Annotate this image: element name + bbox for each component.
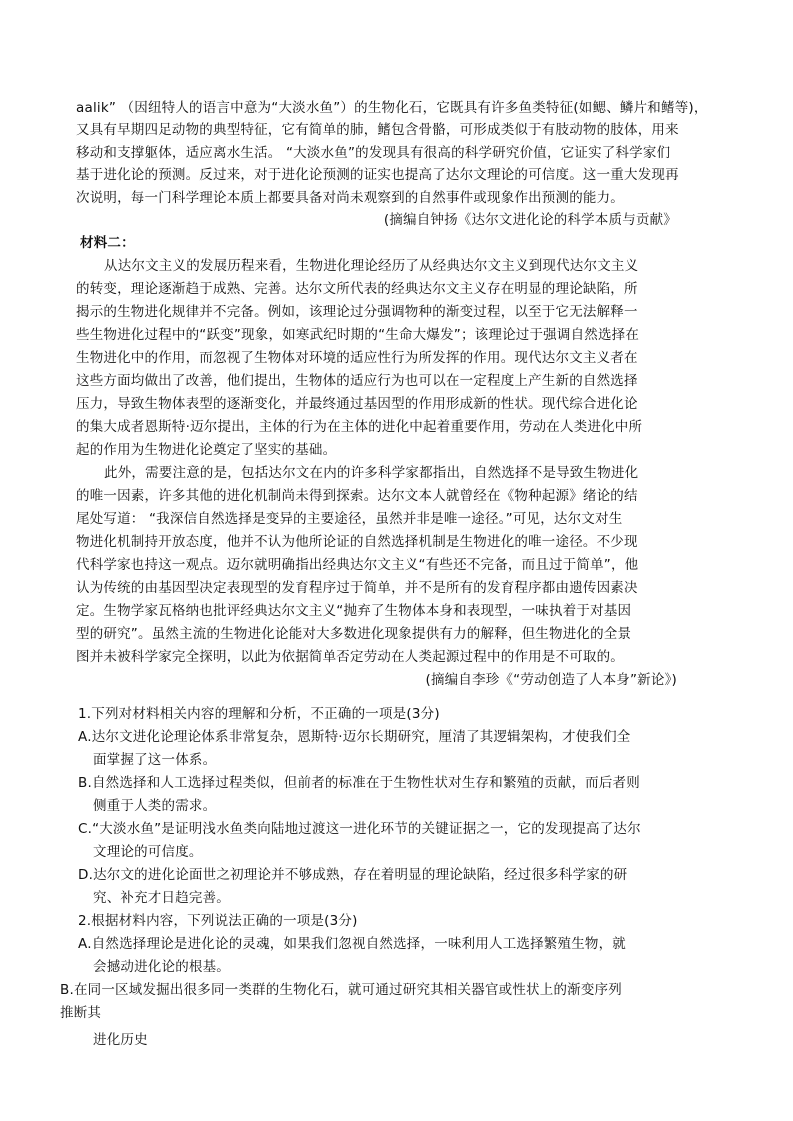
- material2-p2-line-5: 代科学家也持这一观点。迈尔就明确指出经典达尔文主义“有些还不完备，而且过于简单”，他: [76, 557, 639, 573]
- material2-p2-line-2: 的唯一因素，许多其他的进化机制尚未得到探索。达尔文本人就曾经在《物种起源》绪论的结: [76, 488, 638, 504]
- material2-p2-line-7: 定。生物学家瓦格纳也批评经典达尔文主义“抛弃了生物体本身和表现型，一味执着于对基因: [76, 603, 632, 619]
- q2-option-b-line-3: 进化历史: [93, 1032, 148, 1048]
- q1-option-c-line-1: C.“大淡水鱼”是证明浅水鱼类向陆地过渡这一进化环节的关键证据之一，它的发现提高了达尔: [78, 821, 641, 837]
- q2-option-b-line-1: B.在同一区域发掘出很多同一类群的生物化石，就可通过研究其相关器官或性状上的渐变序列: [60, 982, 622, 998]
- material2-p1-line-1: 从达尔文主义的发展历程来看，生物进化理论经历了从经典达尔文主义到现代达尔文主义: [104, 258, 639, 274]
- q1-option-c-line-2: 文理论的可信度。: [93, 844, 203, 860]
- q1-option-a-line-2: 面掌握了这一体系。: [93, 752, 217, 768]
- material2-heading: 材料二：: [80, 235, 135, 251]
- q2-option-a-line-2: 会撼动进化论的根基。: [93, 959, 230, 975]
- passage1-line-3: 移动和支撑躯体，适应离水生活。 “大淡水鱼”的发现具有很高的科学研究价值，它证实了科学家们: [76, 145, 671, 161]
- q2-stem: 2.根据材料内容，下列说法正确的一项是(3分): [78, 913, 358, 929]
- material2-p1-line-9: 起的作用为生物进化论奠定了坚实的基础。: [76, 442, 337, 458]
- material2-p1-line-6: 这些方面均做出了改善，他们提出，生物体的适应行为也可以在一定程度上产生新的自然选择: [76, 373, 638, 389]
- passage1-line-4: 基于进化论的预测。反过来，对于进化论预测的证实也提高了达尔文理论的可信度。这一重大发现再: [76, 167, 679, 183]
- material2-p2-line-3: 尾处写道： “我深信自然选择是变异的主要途径，虽然并非是唯一途径。”可见，达尔文对生: [76, 511, 623, 527]
- q2-option-b-line-2: 推断其: [60, 1005, 102, 1021]
- q1-option-d-line-2: 究、补充才日趋完善。: [93, 890, 230, 906]
- material2-p1-line-5: 生物进化中的作用，而忽视了生物体对环境的适应性行为所发挥的作用。现代达尔文主义者在: [76, 350, 638, 366]
- q1-option-d-line-1: D.达尔文的进化论面世之初理论并不够成熟，存在着明显的理论缺陷，经过很多科学家的研: [78, 867, 628, 883]
- passage1-source: (摘编自钟扬《达尔文进化论的科学本质与贡献》: [383, 212, 677, 228]
- q1-option-a-line-1: A.达尔文进化论理论体系非常复杂，恩斯特·迈尔长期研究，厘清了其逻辑架构，才使我们全: [78, 729, 631, 745]
- material2-p2-line-9: 图并未被科学家完全探明，以此为依据简单否定劳动在人类起源过程中的作用是不可取的。: [76, 649, 624, 665]
- q1-option-b-line-1: B.自然选择和人工选择过程类似，但前者的标准在于生物性状对生存和繁殖的贡献，而后者则: [78, 775, 640, 791]
- material2-source: (摘编自李珍《“劳动创造了人本身”新论》): [425, 672, 677, 688]
- material2-p2-line-1: 此外，需要注意的是，包括达尔文在内的许多科学家都指出，自然选择不是导致生物进化: [104, 465, 639, 481]
- material2-p1-line-3: 揭示的生物进化规律并不完备。例如，该理论过分强调物种的渐变过程，以至于它无法解释一: [76, 304, 638, 320]
- material2-p2-line-4: 物进化机制持开放态度，他并不认为他所论证的自然选择机制是生物进化的唯一途径。不少现: [76, 534, 638, 550]
- q2-option-a-line-1: A.自然选择理论是进化论的灵魂，如果我们忽视自然选择，一味利用人工选择繁殖生物，就: [78, 936, 626, 952]
- passage1-line-2: 又具有早期四足动物的典型特征，它有简单的肺，鳍包含骨骼，可形成类似于有肢动物的肢体，用来: [76, 122, 679, 138]
- q1-option-b-line-2: 侧重于人类的需求。: [93, 798, 217, 814]
- material2-p1-line-4: 些生物进化过程中的“跃变”现象，如寒武纪时期的“生命大爆发”；该理论过于强调自然选择在: [76, 327, 640, 343]
- material2-p1-line-7: 压力，导致生物体表型的逐渐变化，并最终通过基因型的作用形成新的性状。现代综合进化论: [76, 396, 638, 412]
- material2-p1-line-8: 的集大成者恩斯特·迈尔提出，主体的行为在主体的进化中起着重要作用，劳动在人类进化中所: [76, 419, 643, 435]
- q1-stem: 1.下列对材料相关内容的理解和分析，不正确的一项是(3分): [78, 706, 440, 722]
- material2-p2-line-8: 型的研究”。虽然主流的生物进化论能对大多数进化现象提供有力的解释，但生物进化的全景: [76, 626, 632, 642]
- passage1-line-5: 次说明，每一门科学理论本质上都要具备对尚未观察到的自然事件或现象作出预测的能力。: [76, 190, 624, 206]
- material2-p2-line-6: 认为传统的由基因型决定表现型的发育程序过于简单，并不是所有的发育程序都由遗传因素决: [76, 580, 638, 596]
- passage1-line-1: aalik” （因纽特人的语言中意为“大淡水鱼”）的生物化石，它既具有许多鱼类特征(如鳃、鳞片和鳍等)，: [76, 100, 708, 116]
- material2-p1-line-2: 的转变，理论逐渐趋于成熟、完善。达尔文所代表的经典达尔文主义存在明显的理论缺陷，所: [76, 281, 638, 297]
